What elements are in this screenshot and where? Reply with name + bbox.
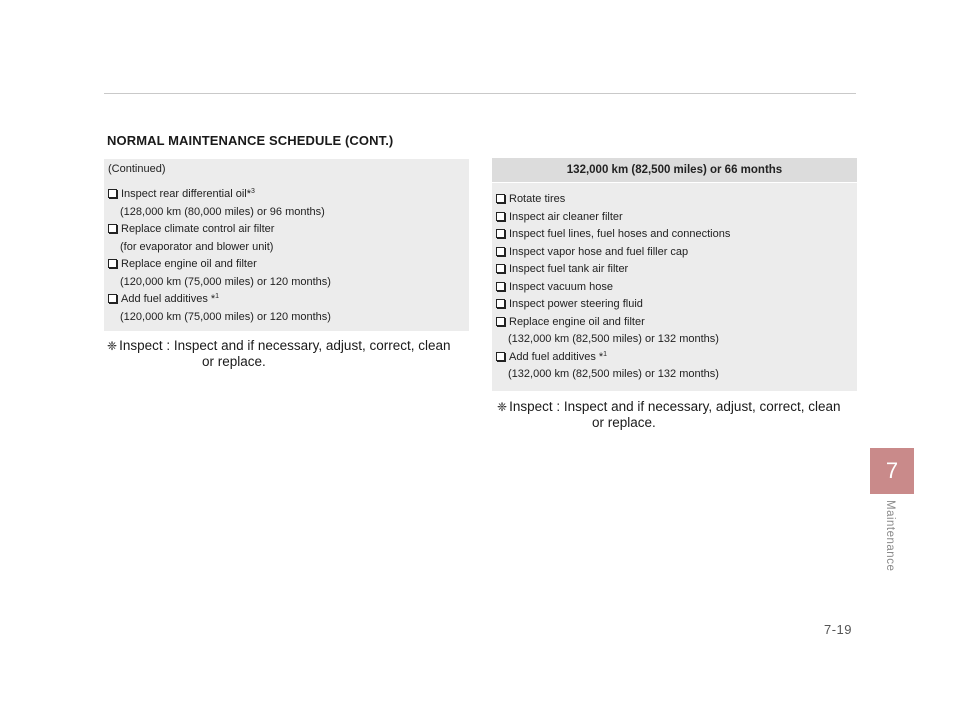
checkbox-icon <box>108 224 117 233</box>
list-item: Inspect rear differential oil*$^3$ <box>108 186 331 204</box>
item-detail: (132,000 km (82,500 miles) or 132 months) <box>508 368 719 380</box>
checkbox-icon <box>496 212 505 221</box>
list-item: Rotate tires <box>496 191 730 209</box>
item-detail: (132,000 km (82,500 miles) or 132 months) <box>508 333 719 345</box>
list-item: Inspect fuel tank air filter <box>496 261 730 279</box>
checkbox-icon <box>496 247 505 256</box>
checkbox-icon <box>496 264 505 273</box>
interval-header: 132,000 km (82,500 miles) or 66 months <box>492 158 857 183</box>
item-detail: (120,000 km (75,000 miles) or 120 months) <box>120 275 331 288</box>
page-number: 7-19 <box>824 622 853 637</box>
item-detail: (for evaporator and blower unit) <box>120 240 274 253</box>
list-item: Replace engine oil and filter <box>496 314 730 332</box>
list-item: Inspect power steering fluid <box>496 296 730 314</box>
list-item: Inspect vacuum hose <box>496 279 730 297</box>
checkbox-icon <box>496 229 505 238</box>
section-title: NORMAL MAINTENANCE SCHEDULE (CONT.) <box>107 133 394 148</box>
note-mark-icon: ❈ <box>497 400 508 414</box>
checkbox-icon <box>496 352 505 361</box>
item-detail: (120,000 km (75,000 miles) or 120 months) <box>120 310 331 323</box>
checkbox-icon <box>108 259 117 268</box>
chapter-label: Maintenance <box>884 500 896 572</box>
checkbox-icon <box>496 317 505 326</box>
checkbox-icon <box>108 189 117 198</box>
schedule-box-132000 <box>492 158 857 391</box>
item-detail: (128,000 km (80,000 miles) or 96 months) <box>120 205 325 218</box>
chapter-tab: 7 <box>870 448 914 494</box>
list-item: Inspect fuel lines, fuel hoses and connections <box>496 226 730 244</box>
checkbox-icon <box>496 299 505 308</box>
list-item: Inspect vapor hose and fuel filler cap <box>496 244 730 262</box>
list-item: Add fuel additives *$^1$ <box>496 349 730 367</box>
top-divider <box>104 93 856 94</box>
list-item: Add fuel additives *$^1$ <box>108 291 331 309</box>
checkbox-icon <box>496 282 505 291</box>
left-item-list <box>108 186 331 326</box>
inspect-note: ❈ Inspect : Inspect and if necessary, adjust, correct, clean or replace. <box>497 399 841 430</box>
continued-schedule-box <box>104 159 469 331</box>
note-mark-icon: ❈ <box>107 339 118 353</box>
list-item: Inspect air cleaner filter <box>496 209 730 227</box>
checkbox-icon <box>496 194 505 203</box>
list-item: Replace engine oil and filter <box>108 256 331 274</box>
continued-label: (Continued) <box>108 163 166 175</box>
right-item-list <box>496 191 730 384</box>
inspect-note: ❈ Inspect : Inspect and if necessary, adjust, correct, clean or replace. <box>107 338 451 369</box>
list-item: Replace climate control air filter <box>108 221 331 239</box>
checkbox-icon <box>108 294 117 303</box>
